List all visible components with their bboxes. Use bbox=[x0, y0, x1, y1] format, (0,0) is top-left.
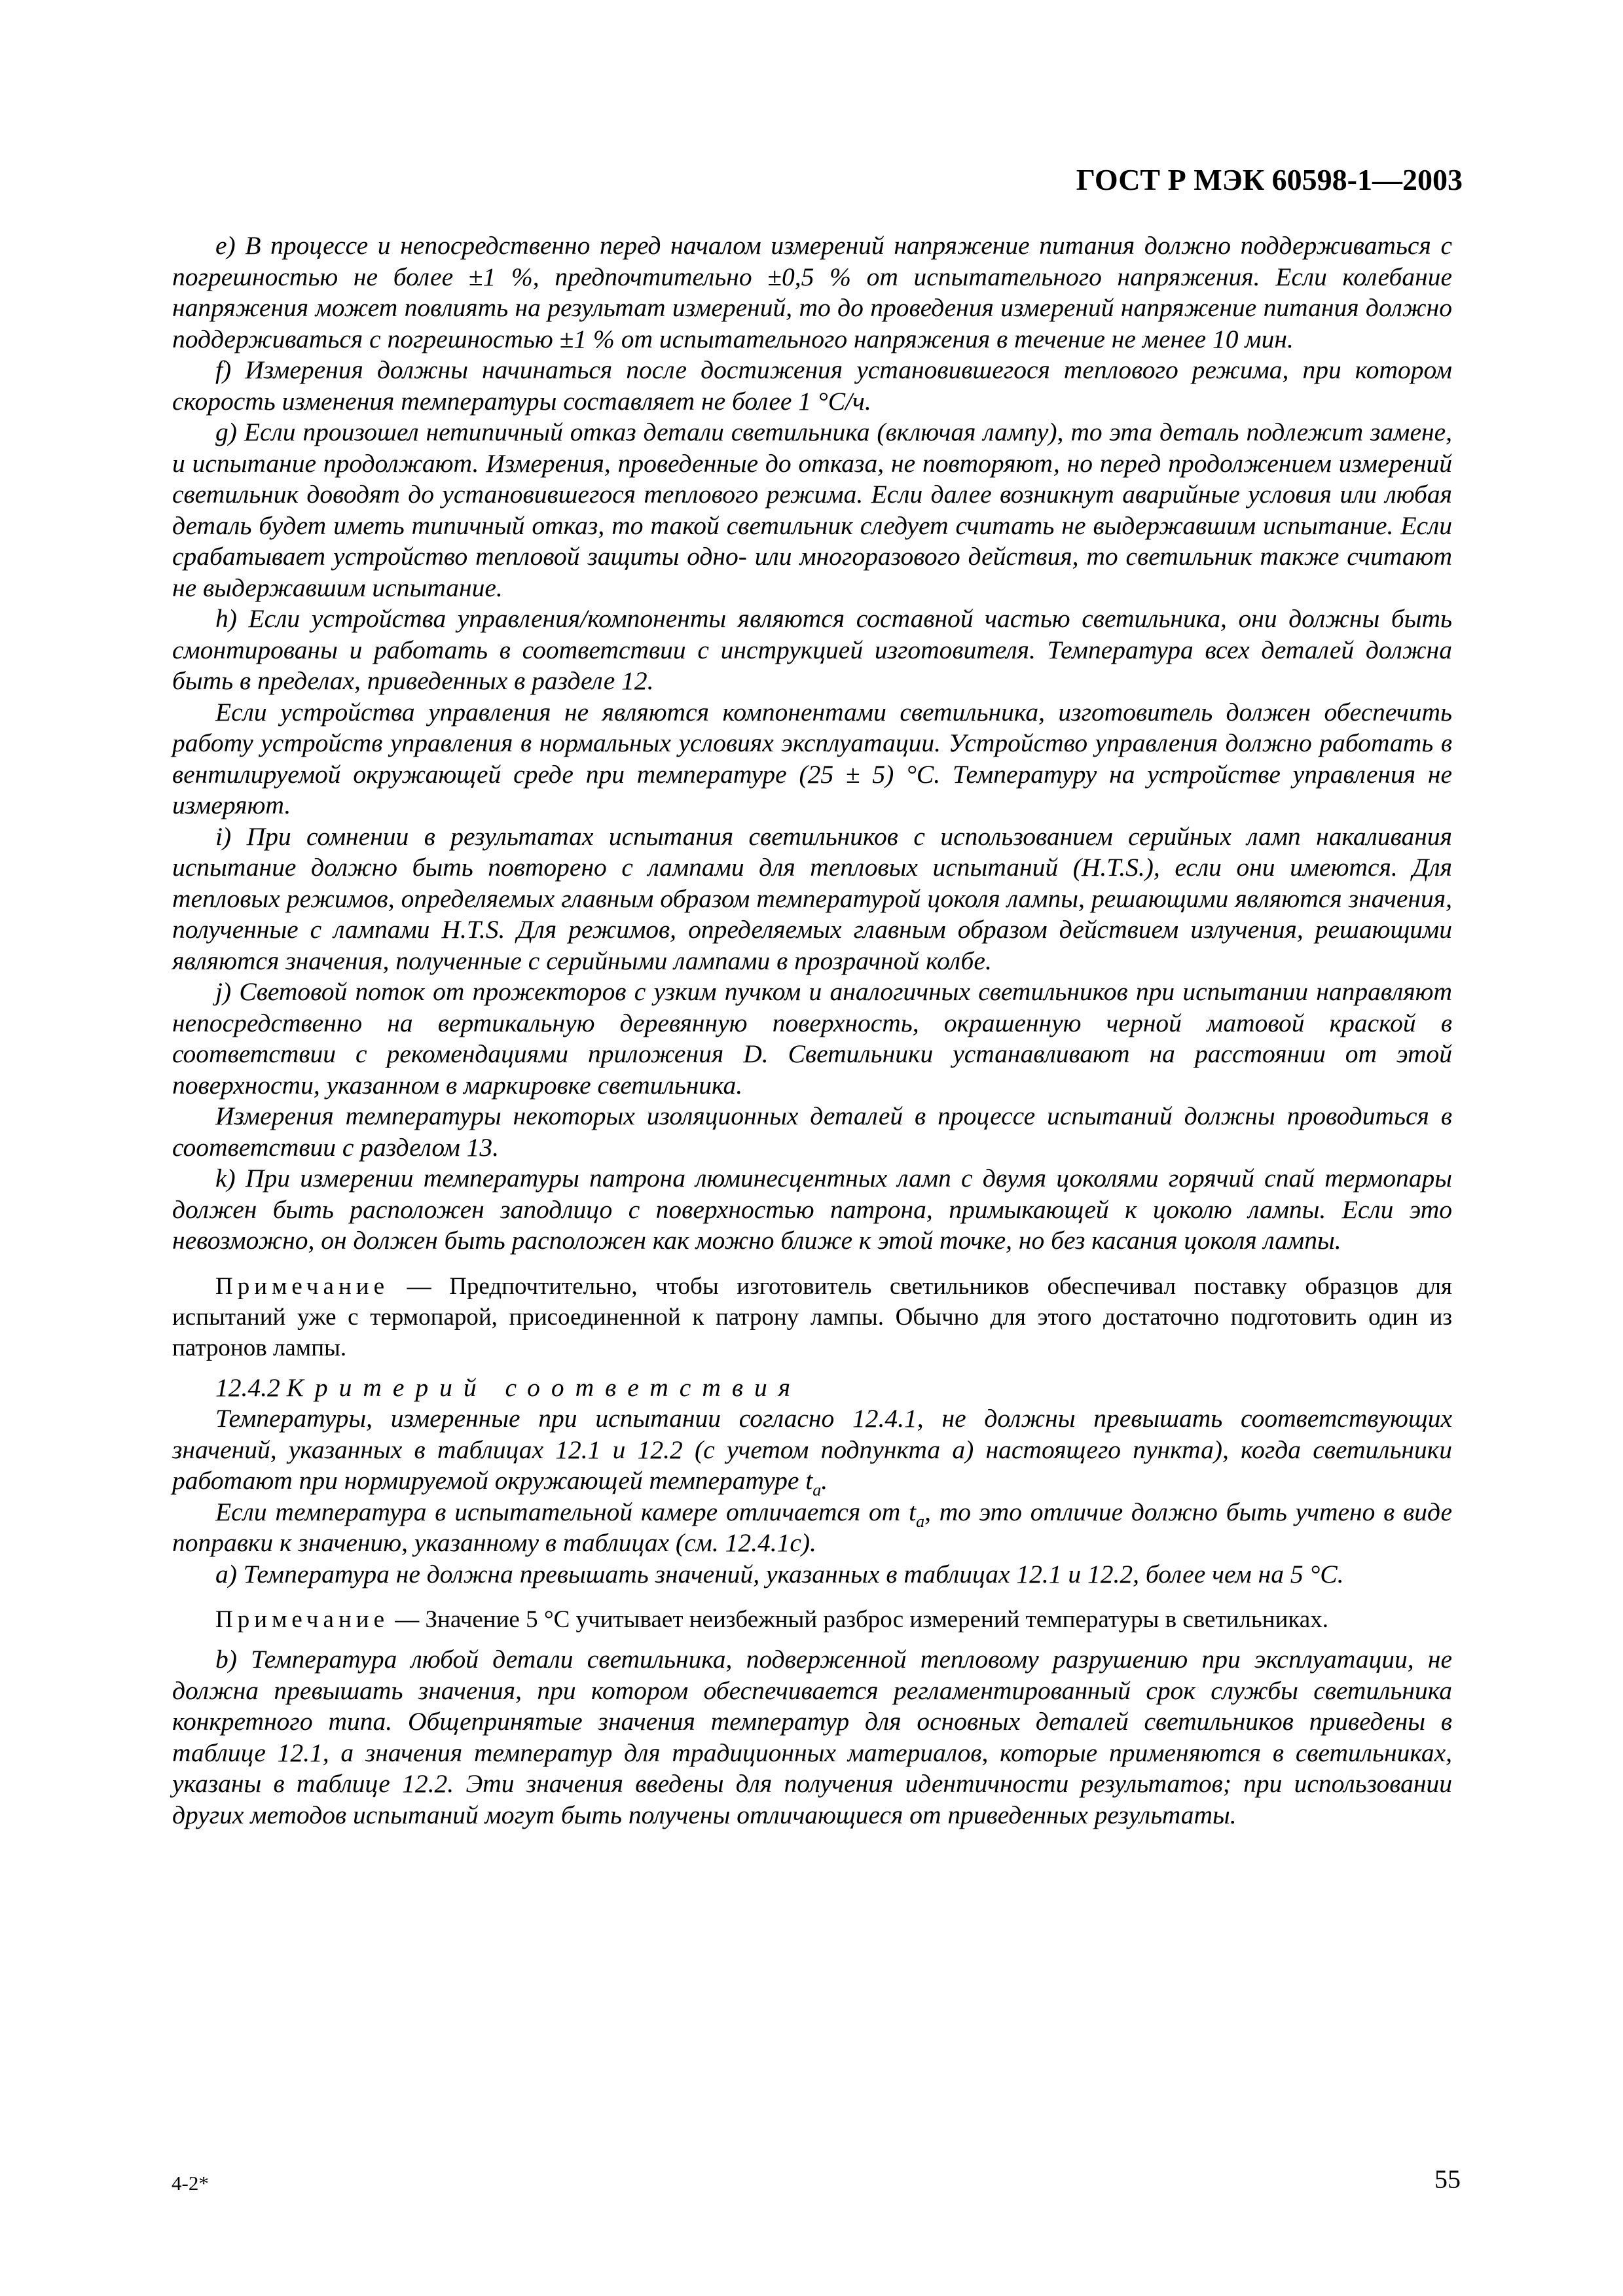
paragraph-e: е) В процессе и непосредственно перед началом измерений напряжение питания должно поддерживаться с погрешностью не более ±1 %, предпочтительно ±0,5 % от испытательного напряжения. Если колебание напряжения может повлиять на результат измерений, то до проведения измерений напряжение питания должно поддерживаться с погрешностью ±1 % от испытательного напряжения в течение не менее 10 мин. bbox=[172, 231, 1452, 353]
section-title: Критерий соответствия bbox=[286, 1372, 802, 1402]
paragraph-h-continued: Если устройства управления не являются компонентами светильника, изготовитель должен обеспечить работу устройств управления в нормальных условиях эксплуатации. Устройство управления должно работать в вентилируемой окружающей среде при температуре (25 ± 5) °С. Температуру на устройстве управления не измеряют. bbox=[172, 697, 1452, 819]
criteria-text: Если температура в испытательной камере отличается от t bbox=[215, 1497, 917, 1526]
note-text: — Значение 5 °С учитывает неизбежный разброс измерений температуры в светильниках. bbox=[395, 1606, 1328, 1633]
note-label: Примечание bbox=[215, 1272, 389, 1300]
document-body bbox=[172, 230, 1452, 1831]
note-text: — Предпочтительно, чтобы изготовитель светильников обеспечивал поставку образцов для испытаний уже с термопарой, присоединенной к патрону лампы. Обычно для этого достаточно подготовить один из патронов лампы. bbox=[172, 1272, 1453, 1361]
page-number: 55 bbox=[1434, 2164, 1461, 2194]
subscript: a bbox=[916, 1511, 925, 1531]
section-number: 12.4.2 bbox=[215, 1372, 280, 1402]
paragraph-h: h) Если устройства управления/компоненты являются составной частью светильника, они должны быть смонтированы и работать в соответствии с инструкцией изготовителя. Температура всех деталей должна быть в пределах, приведенных в разделе 12. bbox=[172, 604, 1452, 695]
paragraph-j: j) Световой поток от прожекторов с узким пучком и аналогичных светильников при испытании направляют непосредственно на вертикальную деревянную поверхность, окрашенную черной матовой краской в соответствии с рекомендациями приложения D. Светильники устанавливают на расстоянии от этой поверхности, указанном в маркировке светильника. bbox=[172, 977, 1452, 1100]
subscript: a bbox=[812, 1480, 822, 1499]
note-1 bbox=[172, 1271, 1452, 1363]
paragraph-i: i) При сомнении в результатах испытания светильников с использованием серийных ламп накаливания испытание должно быть повторено с лампами для тепловых испытаний (H.T.S.), если они имеются. Для тепловых режимов, определяемых главным образом температурой цоколя лампы, решающими являются значения, полученные с лампами H.T.S. Для режимов, определяемых главным образом действием излучения, решающими являются значения, полученные с серийными лампами в прозрачной колбе. bbox=[172, 821, 1452, 975]
criteria-paragraph-1 bbox=[172, 1403, 1452, 1497]
criteria-item-a: а) Температура не должна превышать значений, указанных в таблицах 12.1 и 12.2, более чем на 5 °С. bbox=[215, 1559, 1344, 1588]
paragraph-g: g) Если произошел нетипичный отказ детали светильника (включая лампу), то эта деталь подлежит замене, и испытание продолжают. Измерения, проведенные до отказа, не повторяют, но перед продолжением измерений светильник доводят до установившегося теплового режима. Если далее возникнут аварийные условия или любая деталь будет иметь типичный отказ, то такой светильник следует считать не выдержавшим испытание. Если срабатывает устройство тепловой защиты одно- или многоразового действия, то светильник также считают не выдержавшим испытание. bbox=[172, 418, 1452, 602]
section-heading bbox=[172, 1372, 1452, 1404]
criteria-text-end: , то это отличие должно быть учтено в виде поправки к значению, указанному в таблицах (см. 12.4.1с). bbox=[172, 1497, 1452, 1557]
paragraph-j-continued: Измерения температуры некоторых изоляционных деталей в процессе испытаний должны проводиться в соответствии с разделом 13. bbox=[172, 1102, 1452, 1162]
criteria-text: Температуры, измеренные при испытании согласно 12.4.1, не должны превышать соответствующих значений, указанных в таблицах 12.1 и 12.2 (с учетом подпункта а) настоящего пункта), когда светильники работают при нормируемой окружающей температуре t bbox=[172, 1404, 1452, 1495]
paragraph-f: f) Измерения должны начинаться после достижения установившегося теплового режима, при котором скорость изменения температуры составляет не более 1 °С/ч. bbox=[172, 355, 1452, 416]
paragraph-k: k) При измерении температуры патрона люминесцентных ламп с двумя цоколями горячий спай термопары должен быть расположен заподлицо с поверхностью патрона, примыкающей к цоколю лампы. Если это невозможно, он должен быть расположен как можно ближе к этой точке, но без касания цоколя лампы. bbox=[172, 1164, 1452, 1255]
note-2 bbox=[172, 1604, 1452, 1635]
criteria-paragraph-2 bbox=[172, 1497, 1452, 1559]
paragraph-b: b) Температура любой детали светильника, подверженной тепловому разрушению при эксплуатации, не должна превышать значения, при котором обеспечивается регламентированный срок службы светильника конкретного типа. Общепринятые значения температур для основных деталей светильников приведены в таблице 12.1, а значения температур для традиционных материалов, которые применяются в светильниках, указаны в таблице 12.2. Эти значения введены для получения идентичности результатов; при использовании других методов испытаний могут быть получены отличающиеся от приведенных результаты. bbox=[172, 1645, 1452, 1829]
document-id: ГОСТ Р МЭК 60598-1—2003 bbox=[1076, 163, 1463, 196]
note-label: Примечание bbox=[215, 1606, 389, 1633]
footer-signature-mark: 4-2* bbox=[172, 2172, 209, 2195]
criteria-text-end: . bbox=[821, 1466, 828, 1495]
